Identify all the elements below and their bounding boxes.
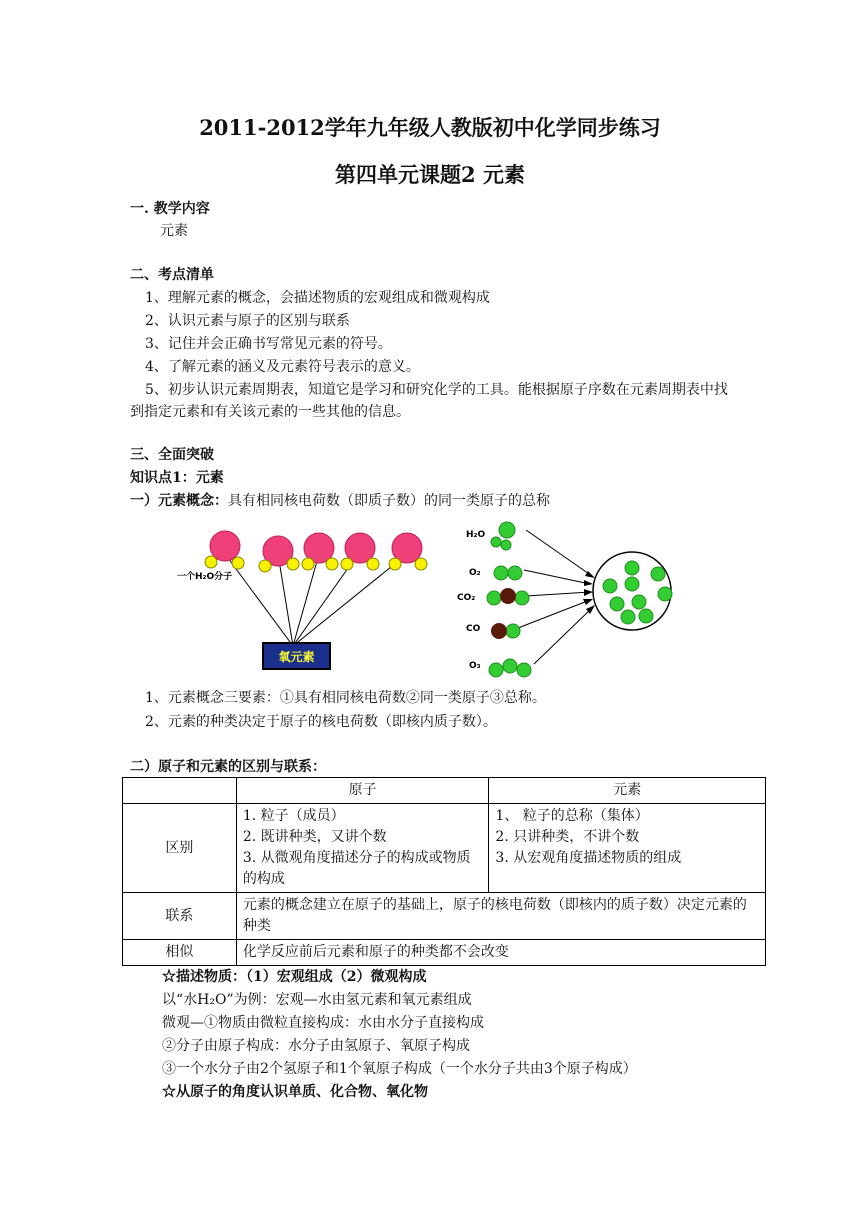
green-atom xyxy=(503,659,517,673)
oxygen-element-diagram xyxy=(175,524,440,674)
hydrogen-atom xyxy=(415,558,427,570)
green-atom xyxy=(499,522,515,538)
oxygen-particles-diagram xyxy=(452,516,692,682)
concept-label: 一）元素概念： xyxy=(130,493,228,509)
hydrogen-atom xyxy=(341,558,353,570)
green-atom xyxy=(494,566,508,580)
section-heading-content: 一. 教学内容 xyxy=(130,201,210,217)
knowledge-point-title: 知识点1：元素 xyxy=(130,470,224,486)
concept-text: 具有相同核电荷数（即质子数）的同一类原子的总称 xyxy=(228,493,550,509)
checklist-item: 3、记住并会正确书写常见元素的符号。 xyxy=(145,336,392,352)
describe-matter-heading: ☆描述物质：（1）宏观组成（2）微观构成 xyxy=(162,969,427,985)
atom-diff-item: 2. 既讲种类，又讲个数 xyxy=(242,829,387,845)
table-row xyxy=(123,804,766,893)
hydrogen-atom xyxy=(367,558,379,570)
concept-note: 2、元素的种类决定于原子的核电荷数（即核内质子数）。 xyxy=(145,714,497,730)
hydrogen-atom xyxy=(259,560,271,572)
green-atom xyxy=(506,624,520,638)
label-o3: O₃ xyxy=(469,661,481,671)
similar-cell: 化学反应前后元素和原子的种类都不会改变 xyxy=(236,940,765,966)
oxygen-atom xyxy=(210,531,240,561)
green-atom xyxy=(651,567,665,581)
section-heading-atom-element: 二）原子和元素的区别与联系： xyxy=(130,759,326,775)
green-atom xyxy=(508,566,522,580)
label-co2: CO₂ xyxy=(457,593,476,603)
green-atom xyxy=(603,579,617,593)
hydrogen-atom xyxy=(232,557,244,569)
atom-element-table xyxy=(122,777,766,966)
atom-diff-item: 3. 从微观角度描述分子的构成或物质的构成 xyxy=(242,850,471,887)
label-o2: O₂ xyxy=(469,568,481,578)
document-subtitle: 第四单元课题2 元素 xyxy=(335,162,525,187)
table-row-header-diff: 区别 xyxy=(123,804,237,893)
green-atom xyxy=(632,595,646,609)
hydrogen-atom xyxy=(389,558,401,570)
green-atom xyxy=(517,663,531,677)
green-atom xyxy=(491,537,501,547)
carbon-atom xyxy=(491,623,507,639)
hydrogen-atom xyxy=(302,558,314,570)
hydrogen-atom xyxy=(205,556,217,568)
water-example: 以“水H₂O”为例：宏观—水由氢元素和氧元素组成 xyxy=(162,992,472,1008)
green-atom xyxy=(515,591,529,605)
micro-point: 微观—①物质由微粒直接构成：水由水分子直接构成 xyxy=(162,1015,484,1031)
section-content-text: 元素 xyxy=(160,223,188,239)
document-title: 2011-2012学年九年级人教版初中化学同步练习 xyxy=(199,115,661,140)
atom-diff-cell xyxy=(236,804,489,893)
carbon-atom xyxy=(500,588,516,604)
label-h2o: H₂O xyxy=(466,530,486,540)
atom-diff-item: 1. 粒子（成员） xyxy=(242,808,345,824)
table-row-header-similar: 相似 xyxy=(123,940,237,966)
element-concept xyxy=(130,491,550,511)
table-header-element: 元素 xyxy=(489,778,766,804)
green-atom xyxy=(625,577,639,591)
hydrogen-atom xyxy=(287,558,299,570)
section-heading-checklist: 二、考点清单 xyxy=(130,267,214,283)
table-header-atom: 原子 xyxy=(236,778,489,804)
element-diff-item: 3. 从宏观角度描述物质的组成 xyxy=(495,850,682,866)
table-row-header-link: 联系 xyxy=(123,893,237,940)
table-row xyxy=(123,940,766,966)
section-heading-breakthrough: 三、全面突破 xyxy=(130,447,214,463)
hydrogen-atom xyxy=(326,558,338,570)
checklist-item: 4、了解元素的涵义及元素符号表示的意义。 xyxy=(145,359,420,375)
element-box-label: 氧元素 xyxy=(278,650,315,664)
checklist-item: 1、理解元素的概念，会描述物质的宏观组成和微观构成 xyxy=(145,290,490,306)
molecule-label: 一个H₂O分子 xyxy=(177,572,233,582)
micro-point: ②分子由原子构成：水分子由氢原子、氧原子构成 xyxy=(162,1038,470,1054)
green-atom xyxy=(501,540,511,550)
concept-note: 1、元素概念三要素：①具有相同核电荷数②同一类原子③总称。 xyxy=(145,690,546,706)
table-row xyxy=(123,893,766,940)
micro-point: ③一个水分子由2个氢原子和1个氧原子构成（一个水分子共由3个原子构成） xyxy=(162,1061,637,1077)
green-atom xyxy=(621,610,635,624)
green-atom xyxy=(625,561,639,575)
table-row xyxy=(123,778,766,804)
checklist-item: 5、初步认识元素周期表，知道它是学习和研究化学的工具。能根据原子序数在元素周期表中找到指定元素和有关该元素的一些其他的信息。 xyxy=(130,382,728,420)
element-diff-item: 2. 只讲种类，不讲个数 xyxy=(495,829,640,845)
checklist-item: 2、认识元素与原子的区别与联系 xyxy=(145,313,350,329)
green-atom xyxy=(489,663,503,677)
table-cell xyxy=(123,778,237,804)
green-atom xyxy=(610,597,624,611)
element-diff-item: 1、 粒子的总称（集体） xyxy=(495,808,649,824)
green-atom xyxy=(639,609,653,623)
element-diff-cell xyxy=(489,804,766,893)
green-atom xyxy=(658,587,672,601)
link-cell: 元素的概念建立在原子的基础上，原子的核电荷数（即核内的质子数）决定元素的种类 xyxy=(236,893,765,940)
atom-view-heading: ☆从原子的角度认识单质、化合物、氧化物 xyxy=(162,1084,428,1100)
label-co: CO xyxy=(466,624,481,634)
green-atom xyxy=(487,591,501,605)
